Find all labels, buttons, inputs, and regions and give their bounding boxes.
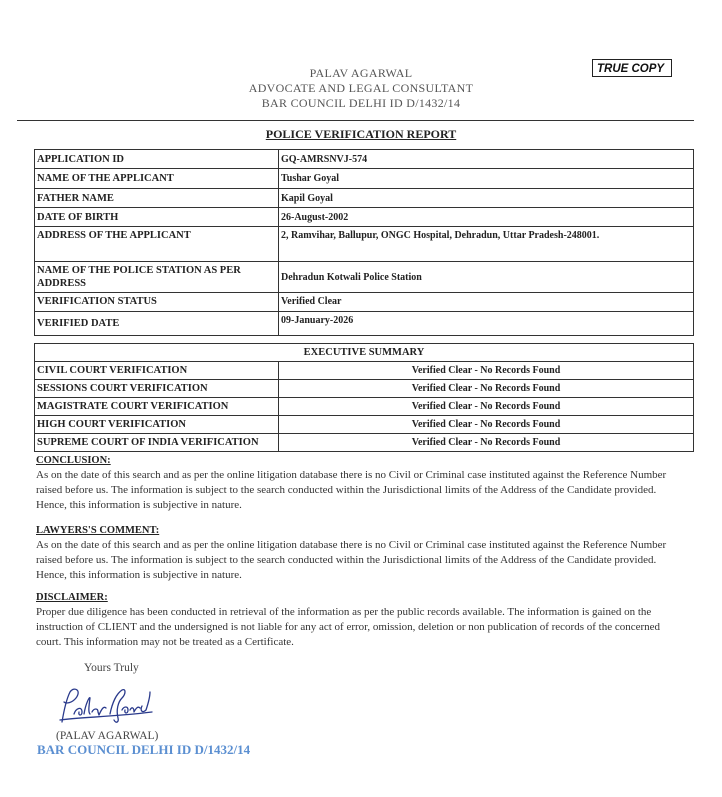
table-row: [35, 312, 694, 336]
table-row: [35, 416, 694, 434]
detail-label: FATHER NAME: [35, 189, 279, 208]
executive-summary-table: [34, 343, 694, 452]
detail-label: NAME OF THE APPLICANT: [35, 169, 279, 189]
table-row: [35, 189, 694, 208]
table-row: [35, 208, 694, 227]
table-row: [35, 262, 694, 293]
detail-value: Tushar Goyal: [279, 169, 694, 189]
table-row: [35, 227, 694, 262]
summary-value: Verified Clear - No Records Found: [279, 416, 694, 434]
detail-label: DATE OF BIRTH: [35, 208, 279, 227]
detail-value: 2, Ramvihar, Ballupur, ONGC Hospital, Dehradun, Uttar Pradesh-248001.: [279, 227, 694, 262]
lawyers-comment-heading: LAWYERS'S COMMENT:: [36, 525, 160, 536]
summary-value: Verified Clear - No Records Found: [279, 380, 694, 398]
signatory-name: (PALAV AGARWAL): [56, 730, 159, 742]
details-table: [34, 149, 694, 336]
summary-label: HIGH COURT VERIFICATION: [35, 416, 279, 434]
detail-label: ADDRESS OF THE APPLICANT: [35, 227, 279, 262]
detail-label: APPLICATION ID: [35, 150, 279, 169]
advocate-designation: ADVOCATE AND LEGAL CONSULTANT: [248, 81, 474, 95]
executive-summary-title: EXECUTIVE SUMMARY: [35, 344, 694, 362]
detail-value: 09-January-2026: [279, 312, 694, 336]
table-row: [35, 434, 694, 452]
summary-label: CIVIL COURT VERIFICATION: [35, 362, 279, 380]
summary-value: Verified Clear - No Records Found: [279, 398, 694, 416]
detail-label: VERIFICATION STATUS: [35, 293, 279, 312]
signature: [52, 684, 162, 733]
table-header-row: [35, 344, 694, 362]
summary-value: Verified Clear - No Records Found: [279, 434, 694, 452]
detail-value: Verified Clear: [279, 293, 694, 312]
conclusion-text: As on the date of this search and as per the online litigation database there is no Civil or Criminal case instituted against the Reference Number raised before us. The information is subject to the search conducted within the Jurisdictional limits of the Address of the Candidate provided. Hence, this information is subjective in nature.: [36, 469, 667, 511]
summary-label: MAGISTRATE COURT VERIFICATION: [35, 398, 279, 416]
report-title: POLICE VERIFICATION REPORT: [265, 127, 457, 141]
disclaimer-text: Proper due diligence has been conducted in retrieval of the information as per the public records available. The information is gained on the instruction of CLIENT and the undersigned is not liable for any act of error, omission, deletion or non publication of records of the concerned court. This information may not be treated as a Certificate.: [36, 606, 661, 648]
detail-label: NAME OF THE POLICE STATION AS PER ADDRESS: [35, 262, 279, 293]
table-row: [35, 362, 694, 380]
disclaimer-section: [36, 590, 688, 650]
table-row: [35, 293, 694, 312]
lawyers-comment-section: [36, 523, 688, 583]
true-copy-stamp: TRUE COPY: [592, 59, 672, 77]
disclaimer-heading: DISCLAIMER:: [36, 592, 108, 603]
detail-value: Kapil Goyal: [279, 189, 694, 208]
detail-value: 26-August-2002: [279, 208, 694, 227]
handwritten-signature-icon: [52, 684, 162, 728]
conclusion-section: [36, 453, 688, 513]
lawyers-comment-text: As on the date of this search and as per the online litigation database there is no Civil or Criminal case instituted against the Reference Number raised before us. The information is subject to the search conducted within the Jurisdictional limits of the Address of the Candidate provided. Hence, this information is subjective in nature.: [36, 539, 667, 581]
signatory-bar-id: BAR COUNCIL DELHI ID D/1432/14: [37, 742, 251, 757]
summary-label: SESSIONS COURT VERIFICATION: [35, 380, 279, 398]
detail-value: GQ-AMRSNVJ-574: [279, 150, 694, 169]
advocate-name: PALAV AGARWAL: [309, 66, 413, 80]
detail-label: VERIFIED DATE: [35, 312, 279, 336]
closing-text: Yours Truly: [84, 662, 139, 674]
table-row: [35, 398, 694, 416]
conclusion-heading: CONCLUSION:: [36, 455, 111, 466]
advocate-bar-id: BAR COUNCIL DELHI ID D/1432/14: [261, 96, 461, 110]
table-row: [35, 380, 694, 398]
table-row: [35, 150, 694, 169]
summary-label: SUPREME COURT OF INDIA VERIFICATION: [35, 434, 279, 452]
table-row: [35, 169, 694, 189]
header-divider: [17, 120, 694, 121]
summary-value: Verified Clear - No Records Found: [279, 362, 694, 380]
detail-value: Dehradun Kotwali Police Station: [279, 262, 694, 293]
